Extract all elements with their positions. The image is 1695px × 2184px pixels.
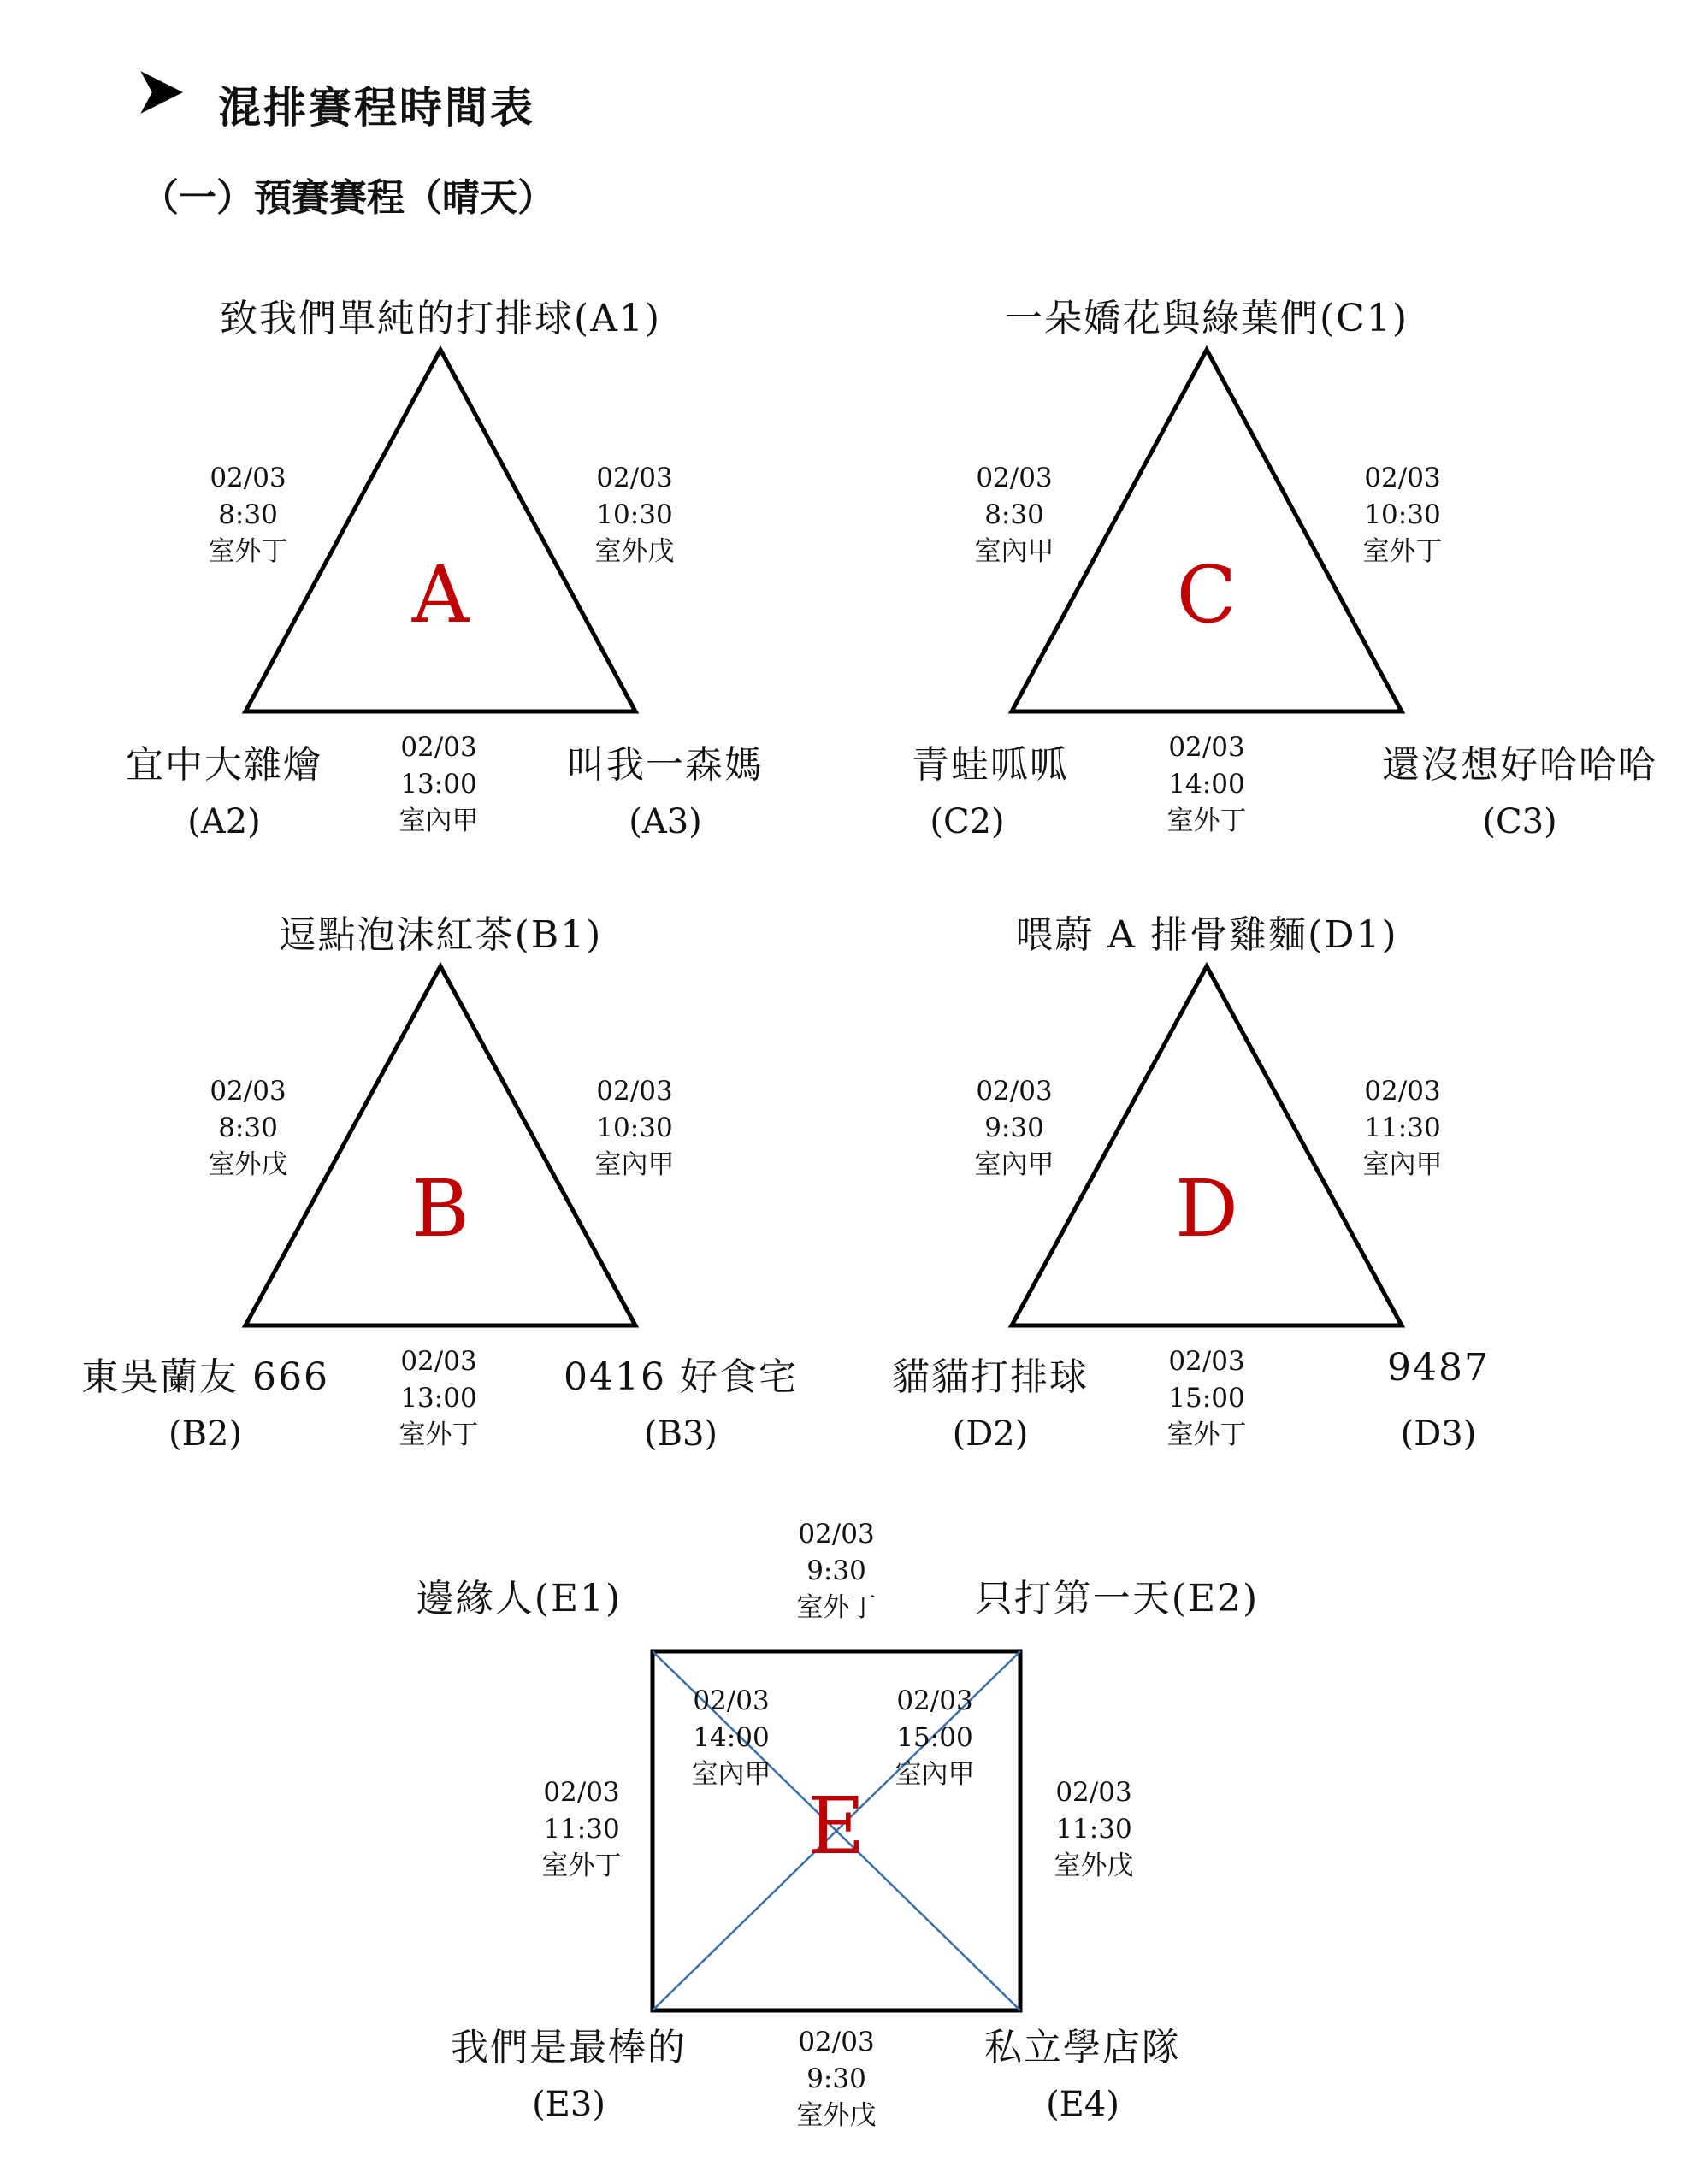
match-date: 02/03 (798, 2027, 875, 2057)
group-d-team-2-code: (D2) (952, 1414, 1029, 1454)
match-time: 10:30 (596, 499, 673, 530)
group-a-label: A (411, 549, 470, 640)
group-c-match-bottom (1167, 729, 1247, 840)
match-court: 室內甲 (1362, 1149, 1443, 1180)
match-date: 02/03 (798, 1519, 875, 1549)
match-date: 02/03 (1364, 463, 1441, 493)
group-b-match-right (595, 1073, 675, 1183)
group-c-match-right (1363, 460, 1443, 570)
match-court: 室外丁 (208, 536, 288, 567)
group-d-match-right (1363, 1073, 1443, 1183)
match-time: 14:00 (693, 1722, 770, 1753)
group-a-team-2-code: (A2) (187, 802, 261, 841)
match-date: 02/03 (210, 1076, 286, 1107)
group-b-triangle (245, 966, 635, 1325)
group-c-label: C (1176, 549, 1237, 640)
match-date: 02/03 (693, 1685, 770, 1716)
group-d-triangle (1012, 966, 1402, 1325)
group-e-team-2: 只打第一天(E2) (974, 1577, 1260, 1620)
group-a-match-left (209, 460, 288, 570)
group-e-team-4: 私立學店隊 (984, 2026, 1181, 2069)
match-time: 15:00 (1168, 1383, 1245, 1414)
group-e-team-4-code: (E4) (1046, 2085, 1119, 2124)
group-d-team-3-code: (D3) (1400, 1414, 1477, 1454)
match-court: 室外丁 (1166, 806, 1247, 836)
match-time: 8:30 (218, 1113, 278, 1143)
group-a-match-bottom (399, 729, 479, 840)
group-d-team-3: 9487 (1387, 1346, 1490, 1390)
group-a-team-2: 宜中大雜燴 (126, 743, 322, 787)
group-a-match-right (595, 460, 675, 570)
match-court: 室外丁 (1362, 536, 1443, 567)
group-d-team-1: 喂蔚 A 排骨雞麵(D1) (1015, 913, 1398, 957)
group-d-match-left (975, 1073, 1054, 1183)
group-e-team-3-code: (E3) (532, 2085, 605, 2124)
match-court: 室內甲 (974, 1149, 1054, 1180)
match-time: 9:30 (806, 2063, 866, 2094)
group-e-match-diag-right (895, 1683, 975, 1793)
group-c-triangle (1012, 350, 1402, 711)
group-a-team-3: 叫我一森媽 (567, 743, 764, 787)
match-date: 02/03 (543, 1777, 620, 1808)
group-b-label: B (411, 1163, 470, 1254)
group-a-triangle (245, 350, 635, 711)
match-date: 02/03 (400, 1346, 477, 1377)
match-date: 02/03 (400, 732, 477, 763)
group-c-team-1: 一朵嬌花與綠葉們(C1) (1005, 297, 1409, 340)
match-time: 11:30 (1055, 1814, 1132, 1845)
group-a-team-3-code: (A3) (629, 802, 702, 841)
match-time: 10:30 (1364, 499, 1441, 530)
group-e-match-bottom (797, 2024, 877, 2134)
group-b-team-3: 0416 好食宅 (564, 1355, 798, 1399)
group-b-team-3-code: (B3) (643, 1414, 718, 1454)
group-e-match-right (1054, 1774, 1134, 1885)
group-c-team-3: 還沒想好哈哈哈 (1382, 743, 1657, 787)
group-b-match-bottom (399, 1343, 479, 1454)
group-a-team-1: 致我們單純的打排球(A1) (219, 297, 662, 340)
match-time: 11:30 (1364, 1113, 1441, 1143)
group-d-label: D (1175, 1163, 1238, 1254)
match-court: 室外丁 (796, 1592, 877, 1623)
match-time: 11:30 (543, 1814, 620, 1845)
match-time: 13:00 (400, 1383, 477, 1414)
group-b-match-left (209, 1073, 288, 1183)
match-time: 8:30 (984, 499, 1044, 530)
match-time: 9:30 (984, 1113, 1044, 1143)
match-court: 室內甲 (594, 1149, 675, 1180)
match-court: 室內甲 (399, 806, 479, 836)
group-c-team-2: 青蛙呱呱 (912, 743, 1069, 787)
match-court: 室外丁 (399, 1420, 479, 1450)
match-court: 室外戊 (594, 536, 675, 567)
group-e-match-diag-left (692, 1683, 771, 1793)
group-c-team-3-code: (C3) (1482, 802, 1557, 841)
group-d-match-bottom (1167, 1343, 1247, 1454)
match-court: 室外丁 (1166, 1420, 1247, 1450)
match-time: 13:00 (400, 769, 477, 800)
match-court: 室外戊 (1054, 1850, 1134, 1881)
match-court: 室內甲 (974, 536, 1054, 567)
match-date: 02/03 (976, 1076, 1053, 1107)
match-court: 室外戊 (796, 2100, 877, 2131)
group-e-match-top (797, 1516, 877, 1626)
arrow-bullet-icon (137, 68, 185, 120)
group-e-label: E (807, 1780, 865, 1872)
page-title: 混排賽程時間表 (218, 83, 535, 133)
match-date: 02/03 (1364, 1076, 1441, 1107)
match-time: 9:30 (806, 1555, 866, 1586)
group-d-team-2: 貓貓打排球 (892, 1355, 1089, 1399)
match-time: 15:00 (896, 1722, 973, 1753)
match-date: 02/03 (1055, 1777, 1132, 1808)
match-date: 02/03 (596, 463, 673, 493)
match-time: 14:00 (1168, 769, 1245, 800)
group-e-team-1: 邊緣人(E1) (416, 1577, 623, 1620)
group-b-team-2-code: (B2) (168, 1414, 243, 1454)
group-b-team-1: 逗點泡沫紅茶(B1) (278, 913, 603, 957)
match-date: 02/03 (1168, 1346, 1245, 1377)
group-c-team-2-code: (C2) (930, 802, 1005, 841)
match-date: 02/03 (896, 1685, 973, 1716)
match-date: 02/03 (1168, 732, 1245, 763)
group-c-match-left (975, 460, 1054, 570)
match-court: 室內甲 (895, 1759, 975, 1790)
section-subtitle: （一）預賽賽程（晴天） (141, 176, 555, 220)
group-e-match-left (542, 1774, 622, 1885)
match-date: 02/03 (976, 463, 1053, 493)
match-date: 02/03 (596, 1076, 673, 1107)
match-court: 室內甲 (691, 1759, 771, 1790)
match-time: 8:30 (218, 499, 278, 530)
match-court: 室外戊 (208, 1149, 288, 1180)
match-court: 室外丁 (541, 1850, 622, 1881)
group-e-team-3: 我們是最棒的 (451, 2026, 687, 2069)
group-b-team-2: 東吳蘭友 666 (81, 1355, 329, 1399)
match-date: 02/03 (210, 463, 286, 493)
match-time: 10:30 (596, 1113, 673, 1143)
